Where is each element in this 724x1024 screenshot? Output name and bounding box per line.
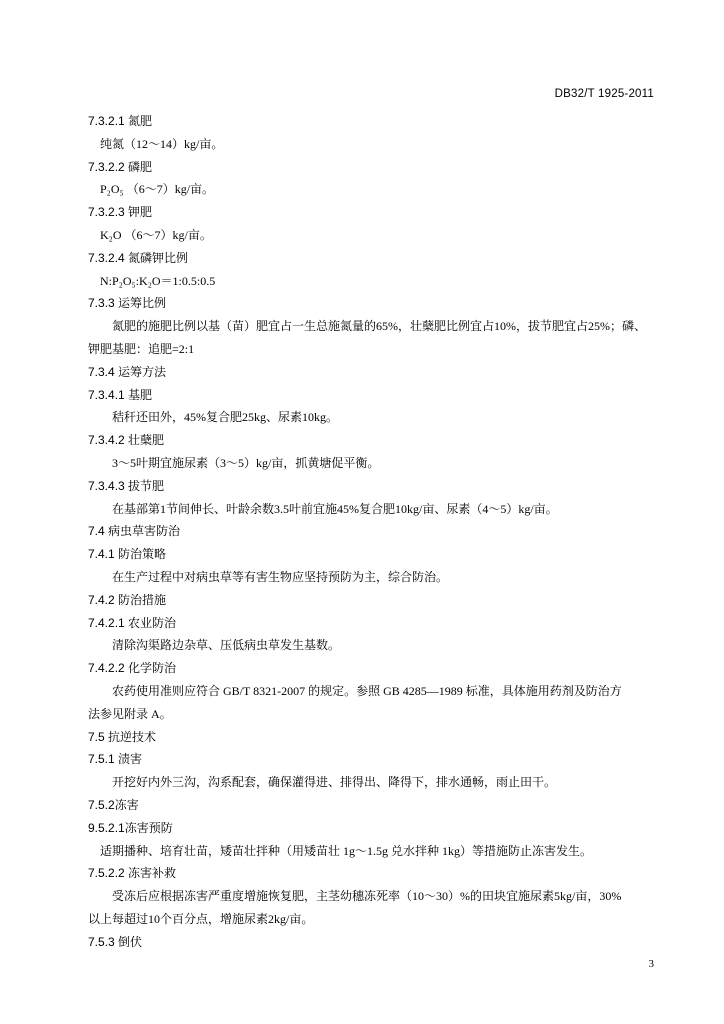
body-text: 秸秆还田外，45%复合肥25kg、尿素10kg。 bbox=[112, 410, 338, 425]
body-text: P₂O₅ （6～7）kg/亩。 bbox=[100, 182, 215, 197]
section-heading: 7.5.3 倒伏 bbox=[88, 934, 143, 949]
section-heading: 7.3.2.2 磷肥 bbox=[88, 159, 153, 174]
section-heading: 7.3.4.2 壮蘖肥 bbox=[88, 433, 165, 448]
body-text: N:P₂O₅:K₂O＝1:0.5:0.5 bbox=[100, 273, 216, 288]
section-heading: 7.5.2.2 冻害补救 bbox=[88, 866, 177, 881]
page-number: 3 bbox=[648, 958, 654, 970]
body-text: K₂O （6～7）kg/亩。 bbox=[100, 227, 212, 242]
body-text: 开挖好内外三沟，沟系配套，确保灌得进、排得出、降得下，排水通畅，雨止田干。 bbox=[112, 775, 557, 790]
section-heading: 7.3.2.4 氮磷钾比例 bbox=[88, 250, 189, 265]
section-heading: 7.4.2.2 化学防治 bbox=[88, 661, 177, 676]
body-text: 农药使用准则应符合 GB/T 8321-2007 的规定。参照 GB 4285—1989 标准，具体施用药剂及防治方 bbox=[112, 683, 622, 698]
section-heading: 7.3.2.1 氮肥 bbox=[88, 114, 153, 128]
body-text: 纯氮（12～14）kg/亩。 bbox=[100, 136, 224, 151]
body-text: 氮肥的施肥比例以基（苗）肥宜占一生总施氮量的65%，壮蘖肥比例宜占10%，拔节肥宜占25%；磷、 bbox=[112, 319, 646, 334]
section-heading: 7.4.2 防治措施 bbox=[88, 592, 167, 607]
section-heading: 7.4.2.1 农业防治 bbox=[88, 615, 177, 630]
section-heading: 9.5.2.1冻害预防 bbox=[88, 820, 173, 835]
body-text: 受冻后应根据冻害严重度增施恢复肥，主茎幼穗冻死率（10～30）%的田块宜施尿素5kg/亩，30% bbox=[112, 889, 622, 904]
section-heading: 7.3.2.3 钾肥 bbox=[88, 205, 153, 220]
section-heading: 7.3.4.3 拔节肥 bbox=[88, 478, 165, 493]
document-body bbox=[88, 110, 656, 953]
doc-code-header: DB32/T 1925-2011 bbox=[554, 88, 654, 100]
section-heading: 7.5 抗逆技术 bbox=[88, 729, 157, 744]
section-heading: 7.5.2冻害 bbox=[88, 797, 139, 812]
section-heading: 7.3.3 运筹比例 bbox=[88, 296, 167, 311]
body-text: 以上每超过10个百分点，增施尿素2kg/亩。 bbox=[88, 911, 314, 926]
body-text: 法参见附录 A。 bbox=[88, 706, 172, 721]
body-text: 钾肥基肥：追肥=2:1 bbox=[88, 341, 195, 356]
section-heading: 7.3.4.1 基肥 bbox=[88, 387, 153, 402]
section-heading: 7.4.1 防治策略 bbox=[88, 547, 167, 562]
section-heading: 7.5.1 渍害 bbox=[88, 752, 143, 767]
body-text: 在基部第1节间伸长、叶龄余数3.5叶前宜施45%复合肥10kg/亩、尿素（4～5）kg/亩。 bbox=[112, 501, 558, 516]
body-text: 适期播种、培育壮苗，矮苗壮拌种（用矮苗壮 1g～1.5g 兑水拌种 1kg）等措施防止冻害发生。 bbox=[100, 843, 593, 858]
body-text: 清除沟渠路边杂草、压低病虫草发生基数。 bbox=[112, 638, 341, 653]
section-heading: 7.3.4 运筹方法 bbox=[88, 364, 167, 379]
section-heading: 7.4 病虫草害防治 bbox=[88, 524, 181, 539]
body-text: 3～5叶期宜施尿素（3～5）kg/亩，抓黄塘促平衡。 bbox=[112, 455, 380, 470]
body-text: 在生产过程中对病虫草等有害生物应坚持预防为主，综合防治。 bbox=[112, 569, 449, 584]
